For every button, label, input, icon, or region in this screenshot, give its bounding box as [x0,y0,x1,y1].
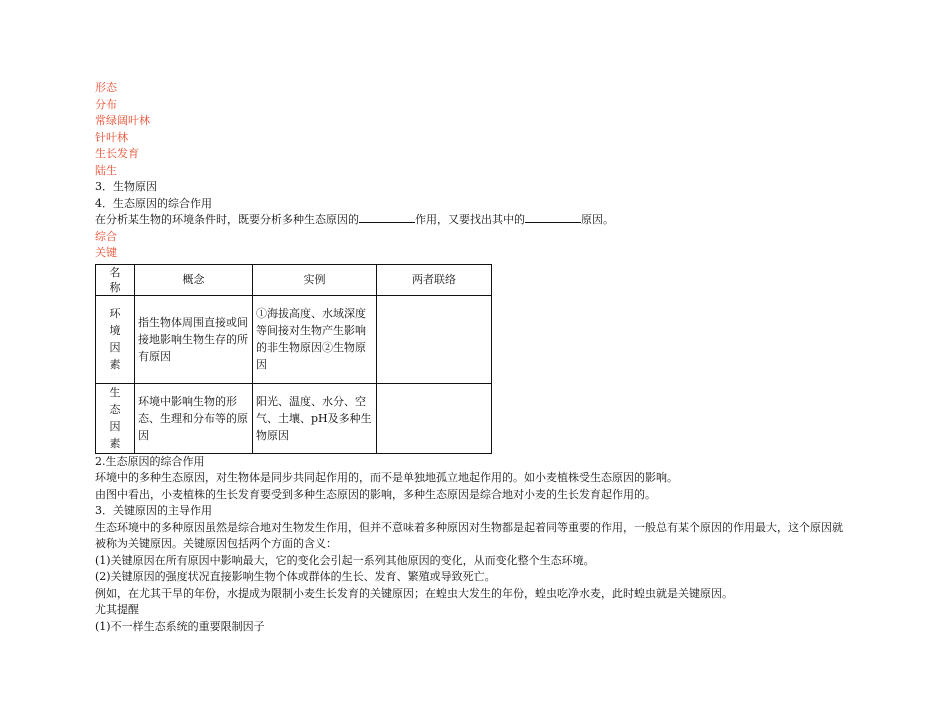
answer-text: 陆生 [95,163,117,177]
paragraph-line: 例如，在尤其干旱的年份，水提成为限制小麦生长发育的关键原因；在蝗虫大发生的年份，蝗虫吃净水麦，此时蝗虫就是关键原因。 [95,586,733,600]
answer-text: 针叶林 [95,130,128,144]
section-heading: 3．关键原因的主导作用 [95,504,212,517]
paragraph-line: 由图中看出，小麦植株的生长发育要受到多种生态原因的影响，多种生态原因是综合地对小麦的生长发育起作用的。 [95,487,656,501]
body-text [95,454,855,636]
row-name-cell [96,295,135,383]
answer-text: 形态 [95,81,117,94]
fill-blank-sentence [95,212,875,229]
header-cell: 两者联络 [377,264,492,295]
example-cell: ①海拔高度、水域深度等间接对生物产生影响的非生物原因②生物原因 [253,295,377,383]
answer-text: 关键 [95,246,117,259]
answer-text: 综合 [95,229,117,243]
paragraph-line: (2)关键原因的强度状况直接影响生物个体或群体的生长、发育、繁殖或导致死亡。 [95,570,496,583]
paragraph-line: 被称为关键原因。关键原因包括两个方面的含义： [95,537,337,550]
paragraph-line: 生态环境中的多种原因虽然是综合地对生物发生作用，但并不意味着多种原因对生物都是起着同等重要的作用，一般总有某个原因的作用最大，这个原因就 [95,520,843,534]
answer-text: 常绿阔叶林 [95,114,150,127]
blank-line [525,212,581,223]
sentence-part: 在分析某生物的环境条件时，既要分析多种生态原因的 [95,213,359,226]
concept-cell: 指生物体周围直接或间接地影响生物生存的所有原因 [135,295,253,383]
sentence-part: 作用，又要找出其中的 [415,213,525,226]
answer-text: 生长发育 [95,147,139,160]
row-name-char: 态 [109,403,121,416]
header-cell-name: 名 称 [96,264,135,295]
row-name-char: 因 [109,420,121,433]
row-name-char: 素 [109,437,121,450]
table-row [96,383,492,453]
table-row [96,295,492,383]
row-name-char: 环 [109,307,121,320]
document-page [95,80,875,635]
header-cell: 实例 [253,264,377,295]
row-name-char: 境 [109,324,121,337]
table-header-row [96,264,492,295]
header-cell: 概念 [135,264,253,295]
row-name-char: 生 [109,386,121,399]
section-heading: 尤其提醒 [95,603,139,616]
answer-text: 分布 [95,97,117,111]
section-heading: 4．生态原因的综合作用 [95,196,212,210]
sentence-part: 原因。 [581,213,614,226]
comparison-table [95,264,492,454]
row-name-cell [96,383,135,453]
example-cell: 阳光、温度、水分、空气、土壤、pH及多种生物原因 [253,383,377,453]
row-name-char: 素 [109,358,121,371]
paragraph-line: (1)不一样生态系统的重要限制因子 [95,619,265,633]
section-heading: 3．生物原因 [95,180,157,193]
section-heading: 2.生态原因的综合作用 [95,454,205,468]
relation-cell [377,295,492,383]
paragraph-line: (1)关键原因在所有原因中影响最大，它的变化会引起一系列其他原因的变化，从而变化整个生态环境。 [95,553,595,567]
concept-cell: 环境中影响生物的形态、生理和分布等的原因 [135,383,253,453]
paragraph-line: 环境中的多种生态原因，对生物体是同步共同起作用的，而不是单独地孤立地起作用的。如小麦植株受生态原因的影响。 [95,471,678,484]
relation-cell [377,383,492,453]
blank-line [359,212,415,223]
row-name-char: 因 [109,341,121,354]
